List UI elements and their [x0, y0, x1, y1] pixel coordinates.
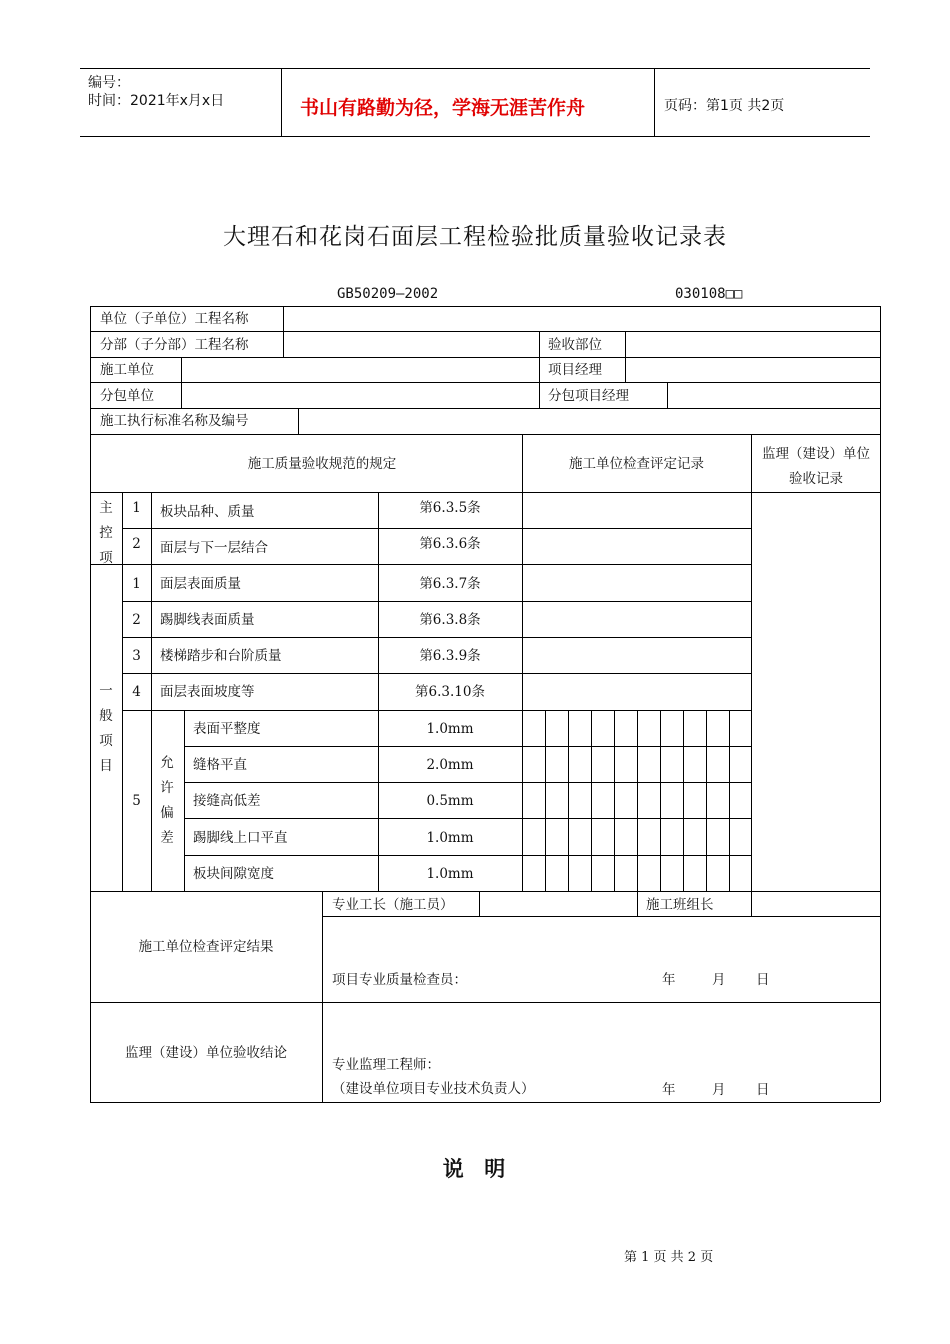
- subcontract-manager-label: 分包项目经理: [548, 388, 629, 404]
- exec-standard-label: 施工执行标准名称及编号: [100, 413, 249, 429]
- unit-project-label: 单位（子单位）工程名称: [100, 311, 249, 327]
- general-items-label: 一 般 项 目: [99, 683, 113, 774]
- conclusion-year: 年: [662, 1082, 676, 1098]
- page-indicator: 页码：第1页 共2页: [664, 98, 785, 114]
- acceptance-part-label: 验收部位: [548, 337, 602, 353]
- result-month: 月: [712, 972, 726, 988]
- section-heading: 说 明: [442, 1157, 508, 1181]
- motto: 书山有路勤为径，学海无涯苦作舟: [300, 97, 586, 119]
- supervision-column-header: 监理（建设）单位验收记录: [762, 446, 870, 487]
- inspector-label: 项目专业质量检查员：: [332, 972, 467, 988]
- page-title: 大理石和花岗石面层工程检验批质量验收记录表: [223, 224, 727, 250]
- owner-label: （建设单位项目专业技术负责人）: [332, 1081, 535, 1097]
- sub-project-label: 分部（子分部）工程名称: [100, 337, 249, 353]
- tolerance-number: 5: [132, 793, 141, 809]
- number-label: 编号：: [88, 75, 130, 91]
- engineer-label: 专业监理工程师：: [332, 1057, 440, 1073]
- result-year: 年: [662, 972, 676, 988]
- standard-code: GB50209—2002: [337, 286, 439, 302]
- conclusion-month: 月: [712, 1082, 726, 1098]
- project-manager-label: 项目经理: [548, 362, 602, 378]
- main-items-label: 主 控 项: [99, 500, 113, 566]
- time-label: 时间：2021年x月x日: [88, 93, 225, 109]
- page-footer: 第 1 页 共 2 页: [624, 1250, 714, 1265]
- conclusion-label: 监理（建设）单位验收结论: [125, 1045, 287, 1061]
- foreman-label: 专业工长（施工员）: [332, 897, 454, 913]
- team-leader-label: 施工班组长: [646, 897, 714, 913]
- subcontract-unit-label: 分包单位: [100, 388, 154, 404]
- construction-unit-label: 施工单位: [100, 362, 154, 378]
- tolerance-label: 允 许 偏 差: [160, 755, 174, 846]
- conclusion-day: 日: [756, 1082, 770, 1098]
- result-day: 日: [756, 972, 770, 988]
- spec-column-header: 施工质量验收规范的规定: [247, 456, 397, 472]
- result-label: 施工单位检查评定结果: [138, 939, 274, 955]
- form-code: 030108□□: [675, 286, 743, 302]
- check-record-column-header: 施工单位检查评定记录: [569, 456, 704, 472]
